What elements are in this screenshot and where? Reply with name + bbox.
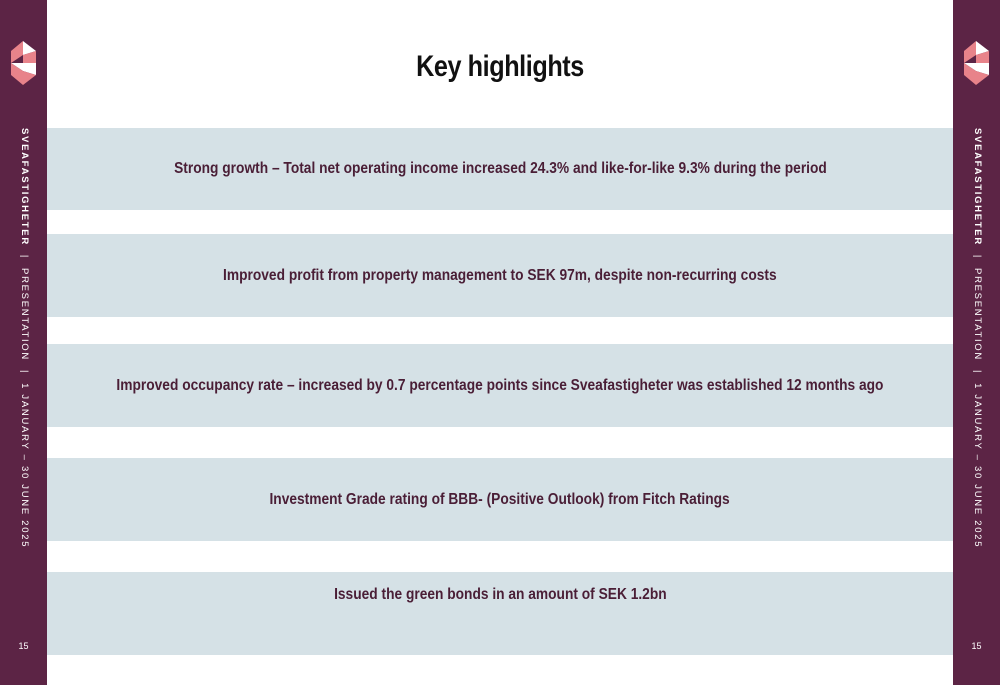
highlight-band [47, 128, 953, 210]
page-number: 15 [971, 641, 982, 651]
period: 1 JANUARY – 30 JUNE 2025 [971, 383, 983, 549]
highlight-band [47, 344, 953, 427]
brand-name: SVEAFASTIGHETER [18, 128, 30, 246]
highlight-band [47, 572, 953, 655]
separator: | [18, 254, 30, 260]
highlight-text: Strong growth – Total net operating income increased 24.3% and like-for-like 9.3% during the period [173, 160, 827, 177]
period: 1 JANUARY – 30 JUNE 2025 [18, 383, 30, 549]
brand-name: SVEAFASTIGHETER [971, 128, 983, 246]
sveafastigheter-logo-icon [964, 41, 989, 85]
doc-type: PRESENTATION [18, 268, 30, 361]
highlight-text: Investment Grade rating of BBB- (Positive Outlook) from Fitch Ratings [269, 490, 731, 508]
right-sidebar [953, 0, 1000, 685]
page-title: Key highlights [416, 50, 584, 83]
sidebar-vertical-caption [18, 128, 30, 548]
sidebar-vertical-caption [971, 128, 983, 548]
highlight-band [47, 234, 953, 317]
page-number: 15 [18, 641, 29, 651]
left-sidebar [0, 0, 47, 685]
doc-type: PRESENTATION [971, 268, 983, 361]
separator: | [971, 369, 983, 375]
separator: | [18, 369, 30, 375]
highlight-text: Improved profit from property management to SEK 97m, despite non-recurring costs [223, 266, 777, 284]
highlight-band [47, 458, 953, 541]
highlight-text: Improved occupancy rate – increased by 0.7 percentage points since Sveafastigheter was established 12 months ago [116, 376, 884, 394]
separator: | [971, 254, 983, 260]
sveafastigheter-logo-icon [11, 41, 36, 85]
highlight-text: Issued the green bonds in an amount of SEK 1.2bn [333, 586, 667, 603]
